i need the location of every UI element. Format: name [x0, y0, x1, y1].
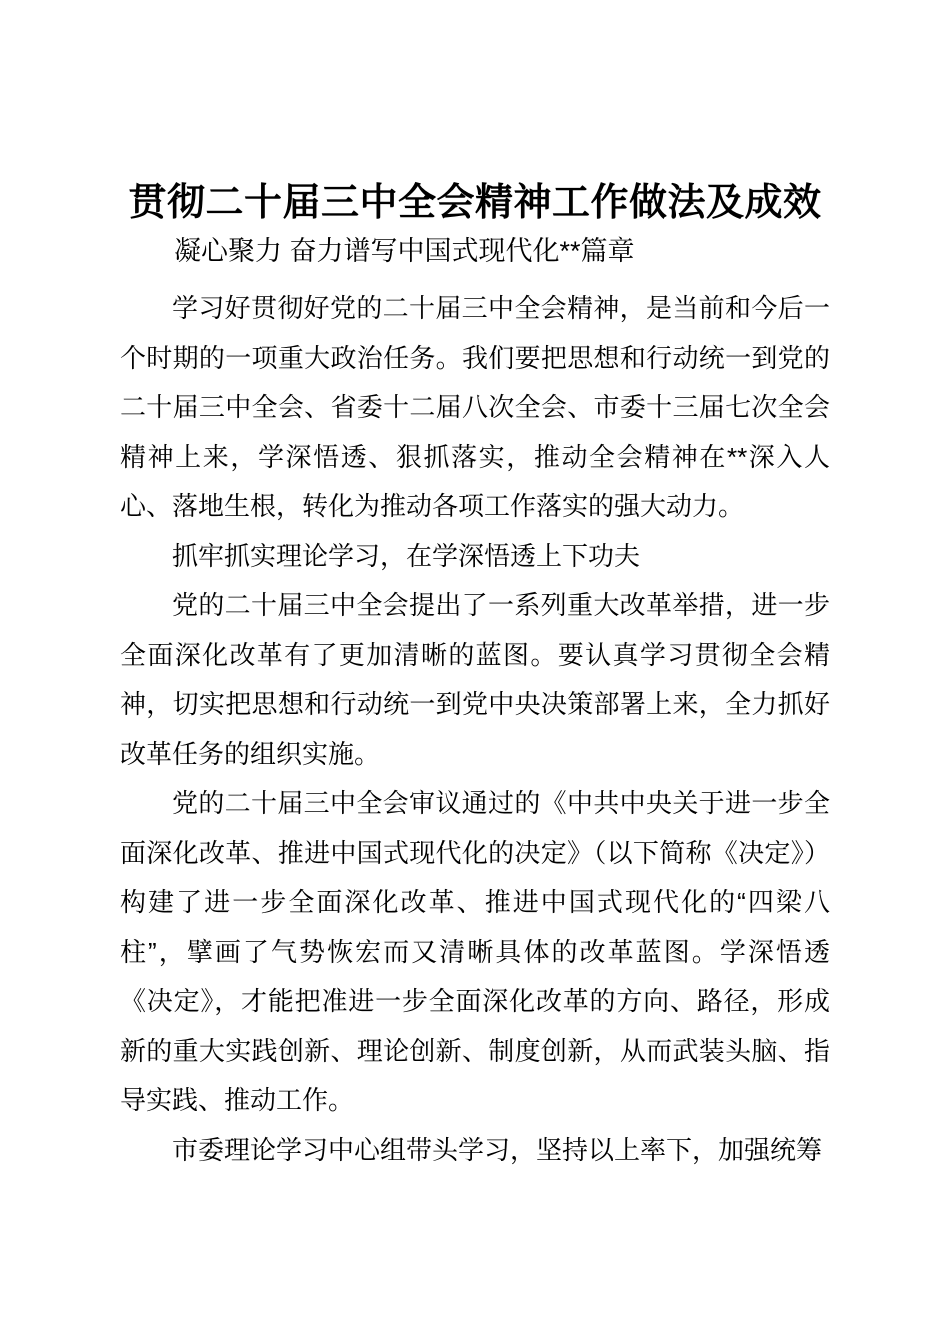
document-subtitle: 凝心聚力 奋力谱写中国式现代化**篇章	[174, 236, 635, 266]
document-title: 贯彻二十届三中全会精神工作做法及成效	[128, 182, 822, 224]
body-paragraph: 市委理论学习中心组带头学习，坚持以上率下，加强统筹	[172, 1134, 823, 1165]
section-heading: 抓牢抓实理论学习，在学深悟透上下功夫	[172, 540, 641, 571]
body-paragraph: 党的二十届三中全会提出了一系列重大改革举措，进一步全面深化改革有了更加清晰的蓝图。要认真学习贯彻全会精神，切实把思想和行动统一到党中央决策部署上来，全力抓好改革任务的组织实施。	[120, 590, 830, 769]
document-body	[120, 284, 830, 1175]
body-paragraph: 党的二十届三中全会审议通过的《中共中央关于进一步全面深化改革、推进中国式现代化的决定》（以下简称《决定》）构建了进一步全面深化改革、推进中国式现代化的“四梁八柱”，擘画了气势恢宏而又清晰具体的改革蓝图。学深悟透《决定》，才能把准进一步全面深化改革的方向、路径，形成新的重大实践创新、理论创新、制度创新，从而武装头脑、指导实践、推动工作。	[120, 788, 830, 1115]
body-paragraph: 学习好贯彻好党的二十届三中全会精神，是当前和今后一个时期的一项重大政治任务。我们要把思想和行动统一到党的二十届三中全会、省委十二届八次全会、市委十三届七次全会精神上来，学深悟透、狠抓落实，推动全会精神在**深入人心、落地生根，转化为推动各项工作落实的强大动力。	[120, 293, 830, 521]
